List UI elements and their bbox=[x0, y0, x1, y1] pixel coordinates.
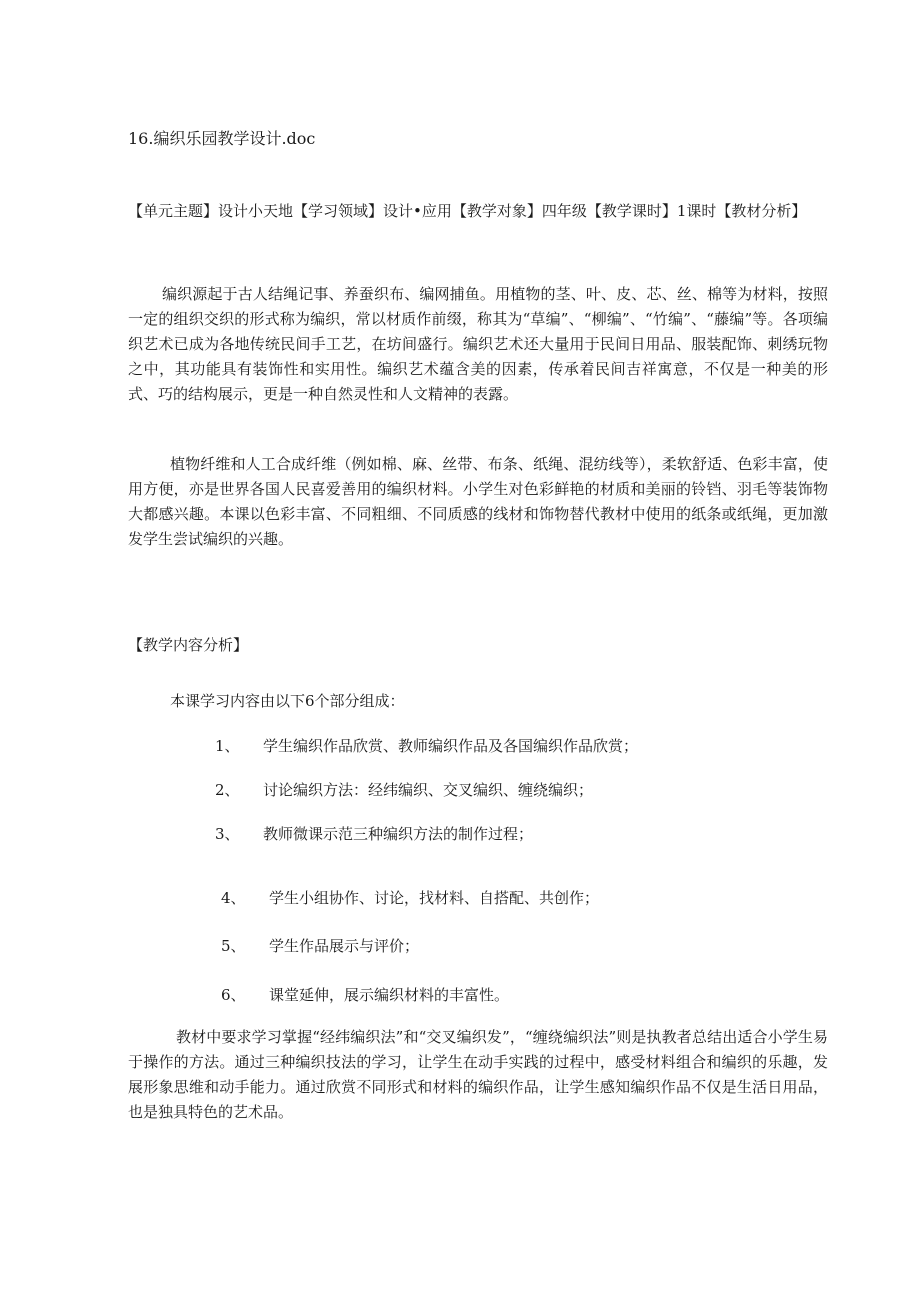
closing-paragraph: 教材中要求学习掌握“经纬编织法”和“交叉编织发”，“缠绕编织法”则是执教者总结出适合小学生易于操作的方法。通过三种编织技法的学习，让学生在动手实践的过程中，感受材料组合和编织的乐趣，发展形象思维和动手能力。通过欣赏不同形式和材料的编织作品，让学生感知编织作品不仅是生活日用品，也是独具特色的艺术品。 bbox=[128, 1028, 828, 1121]
list-item-text: 讨论编织方法：经纬编织、交叉编织、缠绕编织； bbox=[263, 781, 594, 799]
list-item-text: 学生编织作品欣赏、教师编织作品及各国编织作品欣赏； bbox=[263, 737, 639, 755]
list-item-number: 1、 bbox=[215, 737, 240, 755]
list-item-number: 5、 bbox=[221, 937, 246, 955]
lesson-meta-line: 【单元主题】设计小天地【学习领域】设计•应用【教学对象】四年级【教学课时】1课时【教材分析】 bbox=[128, 202, 807, 220]
list-item-number: 3、 bbox=[215, 825, 240, 843]
list-item-number: 4、 bbox=[221, 889, 246, 907]
list-item-number: 6、 bbox=[221, 986, 246, 1004]
content-analysis-heading: 【教学内容分析】 bbox=[128, 636, 249, 654]
list-item-text: 学生小组协作、讨论，找材料、自搭配、共创作； bbox=[269, 889, 600, 907]
list-item-text: 学生作品展示与评价； bbox=[269, 937, 420, 955]
content-intro: 本课学习内容由以下6个部分组成： bbox=[170, 692, 405, 710]
list-item-number: 2、 bbox=[215, 781, 240, 799]
material-analysis-paragraph-1: 编织源起于古人结绳记事、养蚕织布、编网捕鱼。用植物的茎、叶、皮、芯、丝、棉等为材料，按照一定的组织交织的形式称为编织，常以材质作前缀，称其为“草编”、“柳编”、“竹编”、“藤编”等。各项编织艺术已成为各地传统民间手工艺，在坊间盛行。编织艺术还大量用于民间日用品、服装配饰、刺绣玩物之中，其功能具有装饰性和实用性。编织艺术蕴含美的因素，传承着民间吉祥寓意，不仅是一种美的形式、巧的结构展示，更是一种自然灵性和人文精神的表露。 bbox=[128, 285, 828, 403]
list-item-text: 课堂延伸，展示编织材料的丰富性。 bbox=[269, 986, 510, 1004]
material-analysis-paragraph-2: 植物纤维和人工合成纤维（例如棉、麻、丝带、布条、纸绳、混纺线等），柔软舒适、色彩丰富，使用方便，亦是世界各国人民喜爱善用的编织材料。小学生对色彩鲜艳的材质和美丽的铃铛、羽毛等装饰物大都感兴趣。本课以色彩丰富、不同粗细、不同质感的线材和饰物替代教材中使用的纸条或纸绳，更加激发学生尝试编织的兴趣。 bbox=[128, 455, 828, 548]
document-title: 16.编织乐园教学设计.doc bbox=[128, 129, 316, 148]
list-item-text: 教师微课示范三种编织方法的制作过程； bbox=[263, 825, 534, 843]
